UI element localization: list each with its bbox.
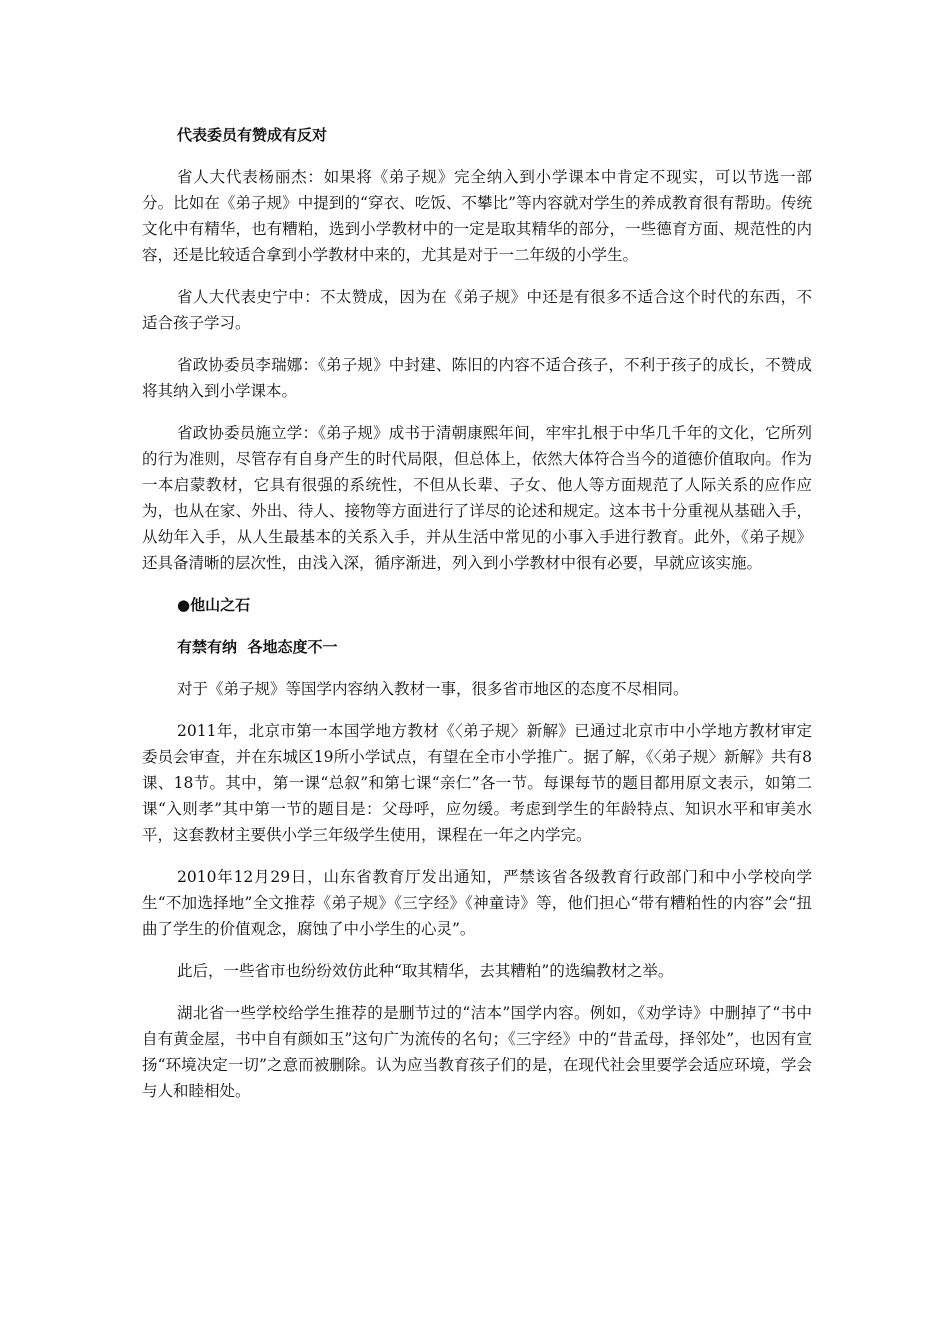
- paragraph-regional-attitudes: 对于《弟子规》等国学内容纳入教材一事，很多省市地区的态度不尽相同。: [177, 680, 689, 698]
- article-body: [142, 122, 812, 1120]
- paragraph-other-provinces: 此后，一些省市也纷纷效仿此种“取其精华，去其糟粕”的选编教材之举。: [177, 962, 674, 980]
- paragraph-shi-lixue: 省政协委员施立学：《弟子规》成书于清朝康熙年间，牢牢扎根于中华几千年的文化，它所列的行为准则，尽管存有自身产生的时代局限，但总体上，依然大体符合当今的道德价值取向。作为一本启蒙教材，它具有很强的系统性，不但从长辈、子女、他人等方面规范了人际关系的应作应为，也从在家、外出、待人、接物等方面进行了详尽的论述和规定。这本书十分重视从基础入手，从幼年入手，从人生最基本的关系入手，并从生活中常见的小事入手进行教育。此外，《弟子规》还具备清晰的层次性，由浅入深，循序渐进，列入到小学教材中很有必要，早就应该实施。: [142, 424, 812, 572]
- section-heading-other-mountains: ●他山之石: [177, 596, 251, 614]
- section-heading-representatives: 代表委员有赞成有反对: [177, 126, 328, 144]
- paragraph-shandong-notice: 2010年12月29日，山东省教育厅发出通知，严禁该省各级教育行政部门和中小学校向学生“不加选择地”全文推荐《弟子规》《三字经》《神童诗》等，他们担心“带有糟粕性的内容”会“扭曲了学生的价值观念，腐蚀了中小学生的心灵”。: [142, 868, 812, 938]
- paragraph-beijing-textbook: 2011年，北京市第一本国学地方教材《〈弟子规〉新解》已通过北京市中小学地方教材审定委员会审查，并在东城区19所小学试点，有望在全市小学推广。据了解，《〈弟子规〉新解》共有8课、18节。其中，第一课“总叙”和第七课“亲仁”各一节。每课每节的题目都用原文表示，如第二课“入则孝”其中第一节的题目是：父母呼，应勿缓。考虑到学生的年龄特点、知识水平和审美水平，这套教材主要供小学三年级学生使用，课程在一年之内学完。: [142, 722, 812, 844]
- paragraph-li-ruina: 省政协委员李瑞娜：《弟子规》中封建、陈旧的内容不适合孩子，不利于孩子的成长，不赞成将其纳入到小学课本。: [142, 356, 812, 400]
- paragraph-yang-lijie: 省人大代表杨丽杰：如果将《弟子规》完全纳入到小学课本中肯定不现实，可以节选一部分。比如在《弟子规》中提到的“穿衣、吃饭、不攀比”等内容就对学生的养成教育很有帮助。传统文化中有精华，也有糟粕，选到小学教材中的一定是取其精华的部分，一些德育方面、规范性的内容，还是比较适合拿到小学教材中来的，尤其是对于一二年级的小学生。: [142, 168, 812, 264]
- section-heading-attitudes-differ: 有禁有纳 各地态度不一: [177, 638, 338, 656]
- paragraph-hubei-schools: 湖北省一些学校给学生推荐的是删节过的“洁本”国学内容。例如，《劝学诗》中删掉了“书中自有黄金屋，书中自有颜如玉”这句广为流传的名句；《三字经》中的“昔孟母，择邻处”，也因有宣扬“环境决定一切”之意而被删除。认为应当教育孩子们的是，在现代社会里要学会适应环境，学会与人和睦相处。: [142, 1004, 812, 1100]
- paragraph-shi-ningzhong: 省人大代表史宁中：不太赞成，因为在《弟子规》中还是有很多不适合这个时代的东西，不适合孩子学习。: [142, 288, 812, 332]
